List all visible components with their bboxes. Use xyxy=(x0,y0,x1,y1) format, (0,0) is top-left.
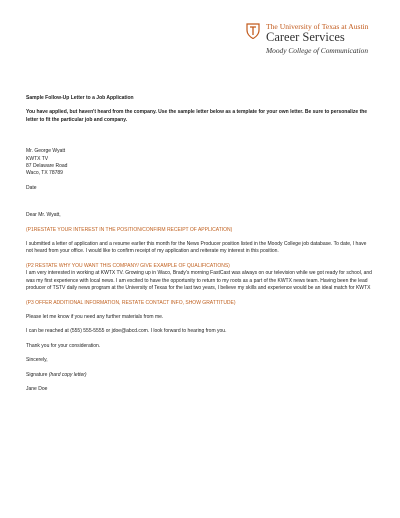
recipient-city: Waco, TX 78789 xyxy=(26,170,63,177)
logo-college-name: Moody College of Communication xyxy=(266,46,369,55)
p3-line1: Please let me know if you need any further materials from me. xyxy=(26,313,164,320)
logo-career-services: Career Services xyxy=(266,30,345,44)
ut-career-services-logo xyxy=(246,22,381,62)
date-label: Date xyxy=(26,184,37,191)
closing: Sincerely, xyxy=(26,357,48,364)
logo-university-name: The University of Texas at Austin xyxy=(266,22,369,31)
recipient-company: KWTX TV xyxy=(26,155,49,162)
signature-line xyxy=(26,372,374,379)
recipient-street: 87 Delaware Road xyxy=(26,163,68,170)
p3-line3: Thank you for your consideration. xyxy=(26,342,101,349)
letter-title: Sample Follow-Up Letter to a Job Application xyxy=(26,95,134,101)
p2-body: I am very interested in working at KWTX TV. Growing up in Waco, Brady's morning FastCast was always on our television while we got ready for school, and was my first experience with local news. I am excited to have the opportunity to return to my roots as a part of the KWTX news team. Having been the lead producer of TSTV daily news program at the University of Texas for the last two years, I believe my skills and experience would be an ideal match for KWTX xyxy=(26,270,372,292)
p2-heading: (P2 RESTATE WHY YOU WANT THIS COMPANY/ GIVE EXAMPLE OF QUALIFICATIONS) xyxy=(26,262,230,269)
letter-content xyxy=(26,95,374,393)
recipient-name: Mr. George Wyatt xyxy=(26,148,66,155)
letter-intro: You have applied, but haven't heard from the company. Use the sample letter below as a template for your own letter. Be sure to personalize the letter to fit the particular job and company. xyxy=(26,109,368,123)
sender-name: Jane Doe xyxy=(26,385,48,392)
salutation: Dear Mr. Wyatt, xyxy=(26,212,61,219)
ut-tower-emblem-icon xyxy=(246,23,260,39)
p3-line2: I can be reached at (555) 555-5555 or jdoe@abcd.com. I look forward to hearing from you. xyxy=(26,328,227,335)
signature-label: Signature xyxy=(26,371,49,378)
p1-heading: (P1RESTATE YOUR INTEREST IN THE POSITION/CONFIRM RECEIPT OF APPLICATION) xyxy=(26,226,233,233)
p3-heading: (P3 OFFER ADDITIONAL INFORMATION, RESTATE CONTACT INFO, SHOW GRATTITUDE) xyxy=(26,299,236,306)
p1-body: I submitted a letter of application and a resume earlier this month for the News Producer position listed in the Moody College job database. To date, I have not heard from your office. I would like to confirm receipt of my application and reiterate my interest in this position. xyxy=(26,241,367,255)
signature-note: (hard copy letter) xyxy=(48,371,87,378)
